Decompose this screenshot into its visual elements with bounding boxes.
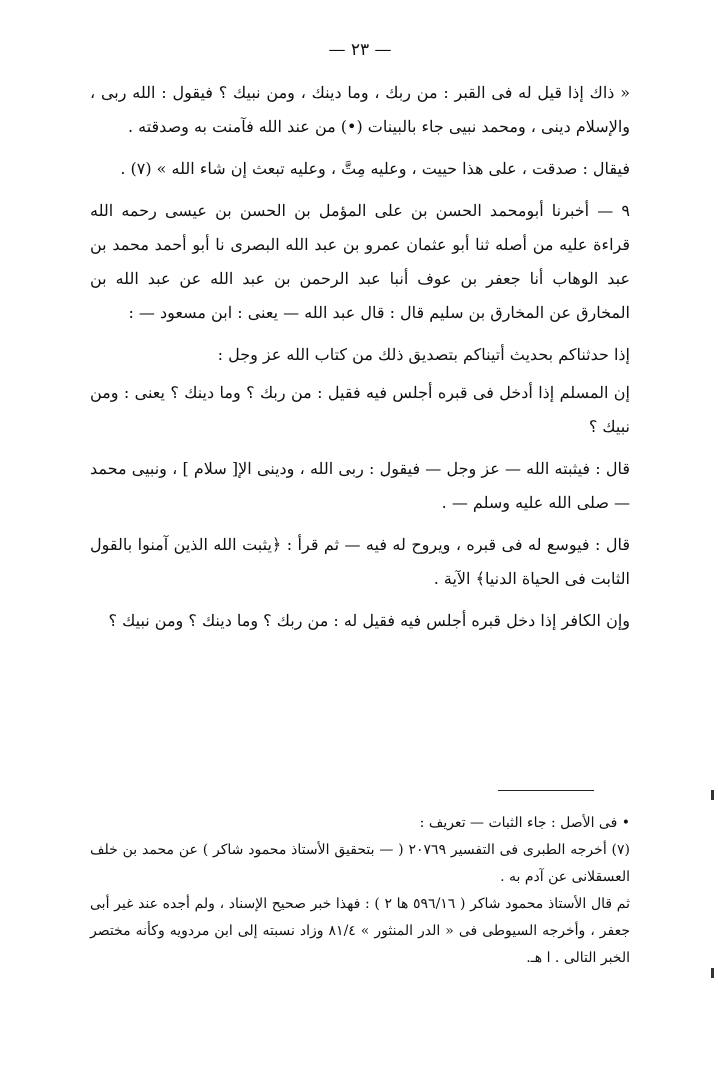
paragraph-1: « ذاك إذا قيل له فى القبر : من ربك ، وما دينك ، ومن نبيك ؟ فيقول : الله ربى ، والإسلام دينى ، ومحمد نبيى جاء بالبينات (•) من عند الله فآمنت به وصدقته . [90, 83, 630, 136]
paragraph-8: وإن الكافر إذا دخل قبره أجلس فيه فقيل له : من ربك ؟ وما دينك ؟ ومن نبيك ؟ [108, 611, 630, 630]
paragraph-4: إذا حدثناكم بحديث أتيناكم بتصديق ذلك من كتاب الله عز وجل : [217, 345, 630, 364]
page-body [90, 40, 630, 646]
footnote-separator [498, 790, 594, 791]
paragraph-3-hadith-9-chain: ٩ — أخبرنا أبومحمد الحسن بن على المؤمل بن الحسن بن عيسى رحمه الله قراءة عليه من أصله ثنا أبو عثمان عمرو بن عبد الله البصرى نا أبو أحمد محمد بن عبد الوهاب أنا جعفر بن عوف أنبا عبد الرحمن بن عبد الله عن عبد الله بن المخارق عن المخارق بن سليم قال : قال عبد الله — يعنى : ابن مسعود — : [90, 201, 630, 322]
footnotes [90, 810, 630, 972]
scan-edge-mark [711, 790, 714, 800]
paragraph-6: قال : فيثبته الله — عز وجل — فيقول : ربى الله ، ودينى الإ[ سلام ] ، ونبيى محمد — صلى الله عليه وسلم — . [90, 459, 630, 512]
footnote-7-continued: ثم قال الأستاذ محمود شاكر ( ٥٩٦/١٦ ها ٢ ) : فهذا خبر صحيح الإسناد ، ولم أجده عند غير أبى جعفر ، وأخرجه السيوطى فى « الدر المنثور » ٨١/٤ وزاد نسبته إلى ابن مردويه وكأنه مختصر الخبر التالى . ا هـ. [90, 896, 630, 966]
scan-edge-mark [711, 968, 714, 978]
page-number: — ٢٣ — [328, 40, 392, 60]
footnote-7: (٧) أخرجه الطبرى فى التفسير ٢٠٧٦٩ ( — بتحقيق الأستاذ محمود شاكر ) عن محمد بن خلف العسقلانى عن آدم به . [90, 842, 631, 885]
paragraph-7-quran-verse: قال : فيوسع له فى قبره ، ويروح له فيه — ثم قرأ : ﴿يثبت الله الذين آمنوا بالقول الثابت فى الحياة الدنيا﴾ الآية . [90, 535, 630, 588]
paragraph-2: فيقال : صدقت ، على هذا حييت ، وعليه مِتَّ ، وعليه تبعث إن شاء الله » (٧) . [120, 159, 630, 178]
paragraph-5: إن المسلم إذا أدخل فى قبره أجلس فيه فقيل : من ربك ؟ وما دينك ؟ يعنى : ومن نبيك ؟ [90, 383, 630, 436]
footnote-original-text: • فى الأصل : جاء الثبات — تعريف : [419, 815, 630, 831]
